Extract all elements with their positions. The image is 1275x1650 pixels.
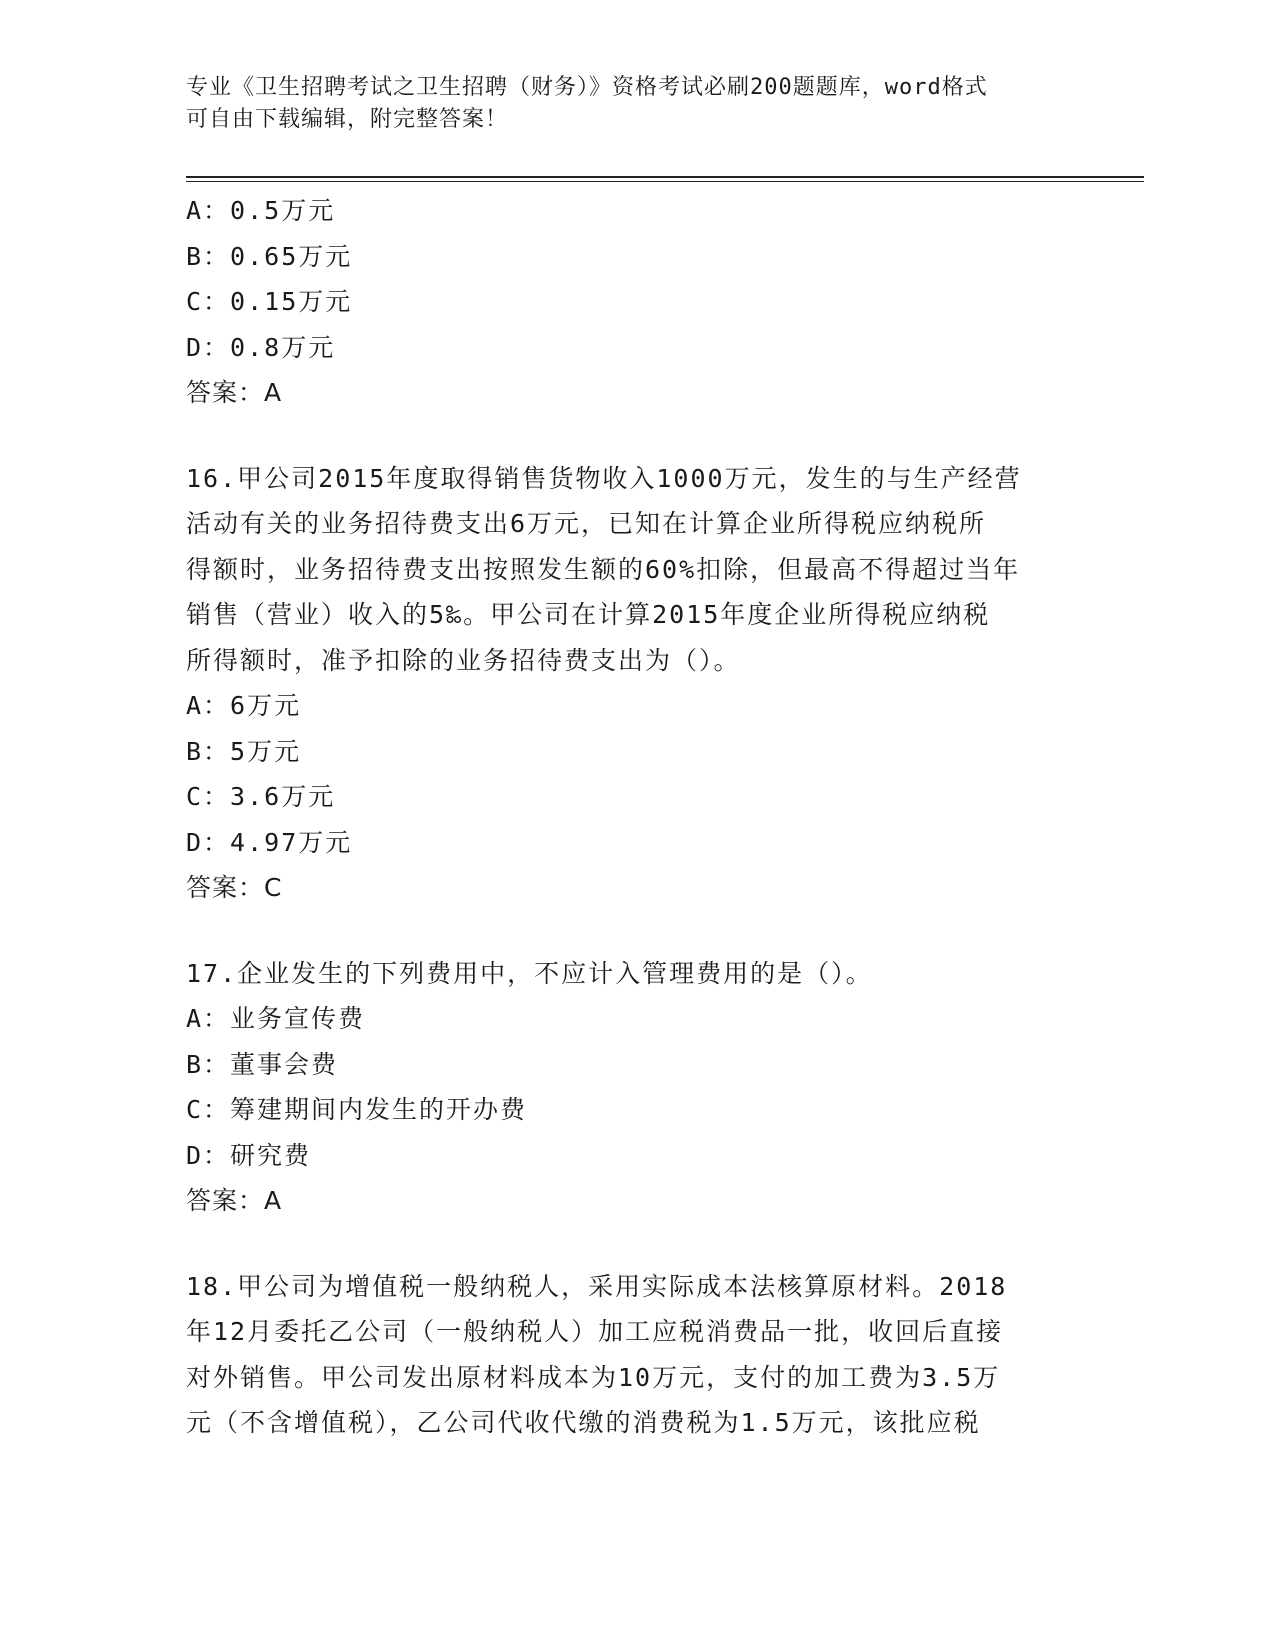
option-b: B：0.65万元 [186,241,353,271]
header-divider-thin [186,181,1144,182]
answer-line: 答案：A [186,378,283,407]
option-b: B：董事会费 [186,1049,339,1079]
document-header [186,72,1066,136]
question-content [186,188,1086,1446]
spacer [186,416,1086,456]
option-c: C：3.6万元 [186,782,336,811]
option-d: D：研究费 [186,1140,312,1170]
option-b: B：5万元 [186,736,302,766]
answer-line: 答案：C [186,873,283,902]
header-line-2: 可自由下载编辑，附完整答案！ [186,107,509,132]
question-stem-line: 活动有关的业务招待费支出6万元，已知在计算企业所得税应纳税所 [186,509,987,538]
question-stem-line: 对外销售。甲公司发出原材料成本为10万元，支付的加工费为3.5万 [186,1362,1001,1392]
question-stem-line: 元（不含增值税），乙公司代收代缴的消费税为1.5万元，该批应税 [186,1408,981,1437]
question-stem-line: 年12月委托乙公司（一般纳税人）加工应税消费品一批，收回后直接 [186,1317,1004,1346]
option-c: C：0.15万元 [186,287,353,316]
option-d: D：4.97万元 [186,827,353,857]
question-stem-line: 18.甲公司为增值税一般纳税人，采用实际成本法核算原材料。2018 [186,1271,1008,1301]
question-18 [186,1264,1086,1446]
option-c: C：筹建期间内发生的开办费 [186,1095,528,1124]
spacer [186,1224,1086,1264]
question-stem-line: 所得额时，准予扣除的业务招待费支出为（）。 [186,645,741,675]
option-a: A：业务宣传费 [186,1004,366,1033]
header-line-1: 专业《卫生招聘考试之卫生招聘（财务）》资格考试必刷200题题库，word格式 [186,75,988,100]
question-stem-line: 得额时，业务招待费支出按照发生额的60%扣除，但最高不得超过当年 [186,554,1021,584]
question-16 [186,456,1086,911]
option-d: D：0.8万元 [186,332,336,362]
header-divider-thick [186,176,1144,178]
option-a: A：0.5万元 [186,196,336,225]
option-a: A：6万元 [186,691,302,720]
answer-line: 答案：A [186,1186,283,1215]
question-15 [186,188,1086,416]
spacer [186,911,1086,951]
question-stem-line: 16.甲公司2015年度取得销售货物收入1000万元，发生的与生产经营 [186,463,1022,493]
question-stem-line: 销售（营业）收入的5‰。甲公司在计算2015年度企业所得税应纳税 [186,600,991,629]
question-stem-line: 17.企业发生的下列费用中，不应计入管理费用的是（）。 [186,958,873,988]
question-17 [186,951,1086,1224]
